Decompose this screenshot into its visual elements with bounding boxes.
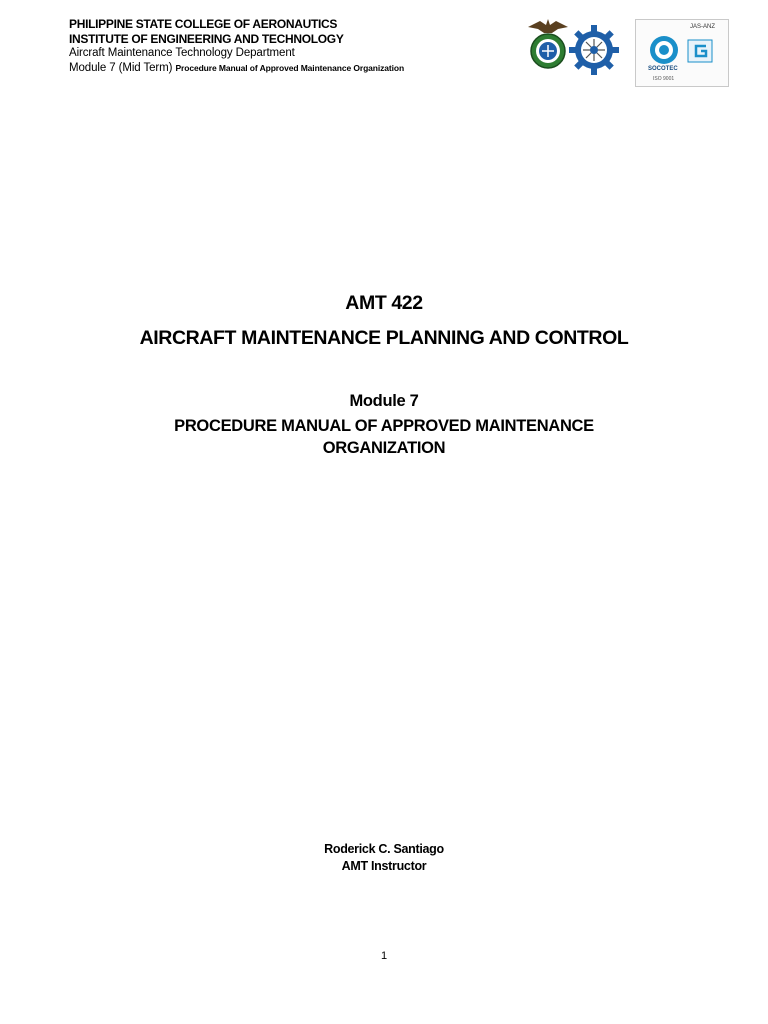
course-code: AMT 422: [345, 292, 423, 314]
cert-label-jasanz: JAS-ANZ: [690, 24, 716, 30]
course-title: AIRCRAFT MAINTENANCE PLANNING AND CONTROL: [139, 327, 629, 349]
header-logos: [524, 15, 729, 82]
certification-logo: [635, 19, 729, 87]
department-name: Aircraft Maintenance Technology Department: [69, 47, 295, 59]
document-header: [69, 17, 404, 75]
cert-label-socotec: SOCOTEC: [648, 66, 678, 72]
module-term: Module 7 (Mid Term): [69, 61, 173, 74]
author-role: AMT Instructor: [341, 859, 427, 873]
institute-name: INSTITUTE OF ENGINEERING AND TECHNOLOGY: [69, 31, 344, 46]
module-title-line-1: PROCEDURE MANUAL OF APPROVED MAINTENANCE: [174, 417, 594, 435]
module-subtitle: Procedure Manual of Approved Maintenance Organization: [175, 62, 405, 73]
author-name: Roderick C. Santiago: [324, 842, 444, 856]
gear-icon: [569, 25, 619, 75]
module-title-line-2: ORGANIZATION: [322, 439, 446, 457]
institution-name: PHILIPPINE STATE COLLEGE OF AERONAUTICS: [69, 17, 338, 31]
module-header-line: [69, 61, 404, 76]
module-title: [0, 415, 768, 459]
page-number: 1: [380, 950, 388, 962]
college-seal-logo: [524, 15, 572, 71]
cert-label-iso: ISO 9001: [653, 76, 675, 82]
module-number: Module 7: [349, 392, 419, 410]
